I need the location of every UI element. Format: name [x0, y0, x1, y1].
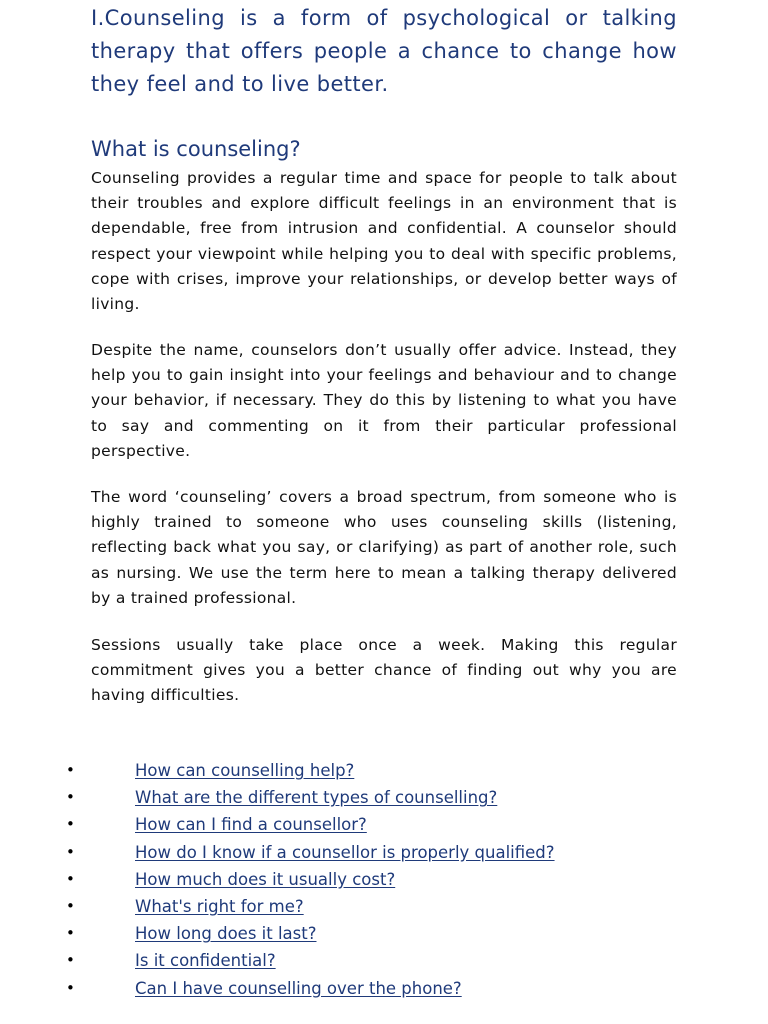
bullet-icon: •	[66, 788, 75, 807]
bullet-icon: •	[66, 951, 75, 970]
body-paragraph-1: Counseling provides a regular time and space for people to talk about their troubles and explore difficult feelings in an environment that is dependable, free from intrusion and confidential. A counselor should respect your viewpoint while helping you to deal with specific problems, cope with crises, improve your relationships, or develop better ways of living.	[91, 169, 677, 314]
bullet-icon: •	[66, 896, 75, 915]
link-usual-cost[interactable]: How much does it usually cost?	[135, 869, 396, 889]
link-is-it-confidential[interactable]: Is it confidential?	[135, 951, 276, 971]
body-paragraph-3: The word ‘counseling’ covers a broad spectrum, from someone who is highly trained to someone who uses counseling skills (listening, reflecting back what you say, or clarifying) as part of another role, such as nursing. We use the term here to mean a talking therapy delivered by a trained professional.	[91, 488, 677, 607]
bullet-icon: •	[66, 978, 75, 997]
bullet-icon: •	[66, 815, 75, 834]
section-heading: What is counseling?	[91, 137, 301, 161]
intro-paragraph: I.Counseling is a form of psychological or talking therapy that offers people a chance to change how they feel and to live better.	[91, 6, 677, 96]
body-paragraph-4: Sessions usually take place once a week. Making this regular commitment gives you a better chance of finding out why you are having difficulties.	[91, 636, 677, 705]
bullet-icon: •	[66, 842, 75, 861]
bullet-icon: •	[66, 869, 75, 888]
bullet-icon: •	[66, 924, 75, 943]
link-how-can-counselling-help[interactable]: How can counselling help?	[135, 761, 355, 780]
body-paragraph-2: Despite the name, counselors don’t usually offer advice. Instead, they help you to gain insight into your feelings and behaviour and to change your behavior, if necessary. They do this by listening to what you have to say and commenting on it from their particular professional perspective.	[91, 341, 677, 460]
link-find-a-counsellor[interactable]: How can I find a counsellor?	[135, 815, 367, 835]
link-types-of-counselling[interactable]: What are the different types of counselling?	[135, 788, 498, 808]
bullet-icon: •	[66, 761, 75, 779]
link-counselling-over-phone[interactable]: Can I have counselling over the phone?	[135, 978, 462, 998]
link-whats-right-for-me[interactable]: What's right for me?	[135, 896, 304, 916]
link-properly-qualified[interactable]: How do I know if a counsellor is properly qualified?	[135, 842, 555, 862]
link-how-long-does-it-last[interactable]: How long does it last?	[135, 924, 317, 944]
